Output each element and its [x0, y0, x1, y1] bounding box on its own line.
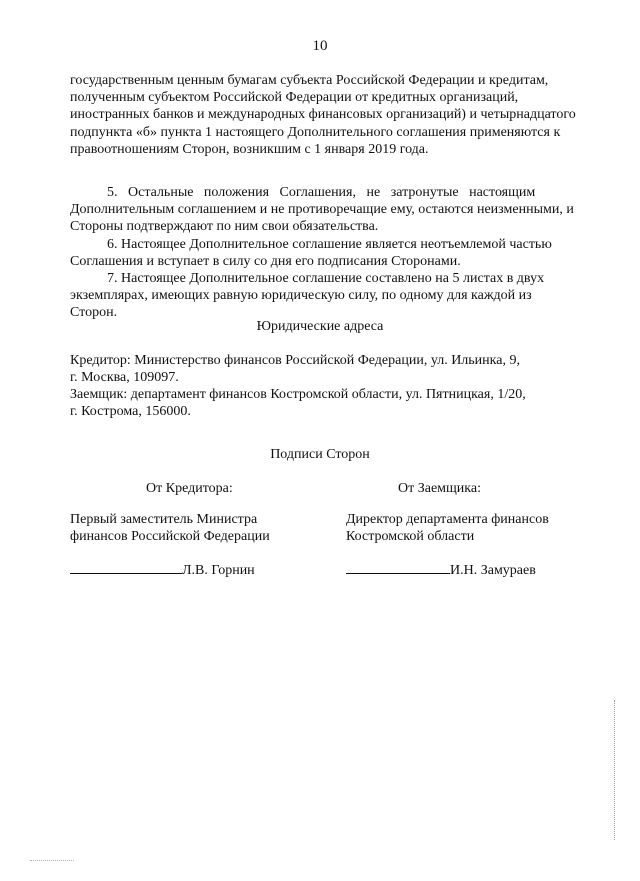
- text-line: подпункта «б» пункта 1 настоящего Дополнительного соглашения применяются к: [70, 124, 561, 140]
- text-line: 6. Настоящее Дополнительное соглашение является неотъемлемой частью: [107, 237, 552, 252]
- borrower-signature-line: [346, 560, 536, 579]
- text-line: государственным ценным бумагам субъекта Российской Федерации и кредитам,: [70, 73, 549, 88]
- text-line: 5. Остальные положения Соглашения, не затронутые настоящим: [107, 185, 536, 200]
- text-line: Кредитор: Министерство финансов Российской Федерации, ул. Ильинка, 9,: [70, 353, 520, 368]
- creditor-address: [70, 352, 588, 386]
- paragraph-5: [70, 184, 588, 236]
- text-line: правоотношениям Сторон, возникшим с 1 января 2019 года.: [70, 141, 429, 157]
- paragraph-continuation: [70, 72, 588, 158]
- scan-margin-mark: [614, 700, 615, 840]
- text-line: Дополнительным соглашением и не противоречащие ему, остаются неизменными, и: [70, 202, 574, 218]
- scan-bottom-mark: [30, 860, 74, 861]
- text-line: Первый заместитель Министра: [70, 512, 258, 527]
- text-line: полученным субъектом Российской Федерации от кредитных организаций,: [70, 90, 519, 106]
- creditor-signatory-name: Л.В. Горнин: [182, 563, 255, 578]
- paragraph-6: [70, 236, 588, 270]
- text-line: Костромской области: [346, 529, 475, 545]
- borrower-heading: От Заемщика:: [398, 481, 481, 496]
- text-line: 7. Настоящее Дополнительное соглашение составлено на 5 листах в двух: [107, 271, 545, 286]
- text-line: экземплярах, имеющих равную юридическую силу, по одному для каждой из: [70, 288, 532, 304]
- page-number: 10: [312, 38, 328, 54]
- signature-blank: [70, 560, 182, 574]
- text-line: г. Москва, 109097.: [70, 370, 179, 386]
- text-line: иностранных банков и международных финансовых организаций) и четырнадцатого: [70, 107, 576, 123]
- paragraph-7: [70, 270, 588, 322]
- signatures-heading: Подписи Сторон: [270, 447, 370, 462]
- text-line: Соглашения и вступает в силу со дня его подписания Сторонами.: [70, 254, 461, 270]
- text-line: Заемщик: департамент финансов Костромской области, ул. Пятницкая, 1/20,: [70, 387, 526, 402]
- text-line: Директор департамента финансов: [346, 512, 549, 527]
- borrower-address: [70, 386, 588, 420]
- text-line: Стороны подтверждают по ним свои обязательства.: [70, 219, 379, 235]
- borrower-signatory-name: И.Н. Замураев: [450, 563, 536, 578]
- creditor-heading: От Кредитора:: [146, 481, 233, 496]
- signature-blank: [346, 560, 450, 574]
- text-line: г. Кострома, 156000.: [70, 404, 191, 420]
- text-line: финансов Российской Федерации: [70, 529, 270, 545]
- creditor-signature-line: [70, 560, 255, 579]
- creditor-position: [70, 511, 270, 545]
- borrower-position: [346, 511, 549, 545]
- text-line: Сторон.: [70, 305, 118, 321]
- addresses-heading: Юридические адреса: [256, 319, 384, 334]
